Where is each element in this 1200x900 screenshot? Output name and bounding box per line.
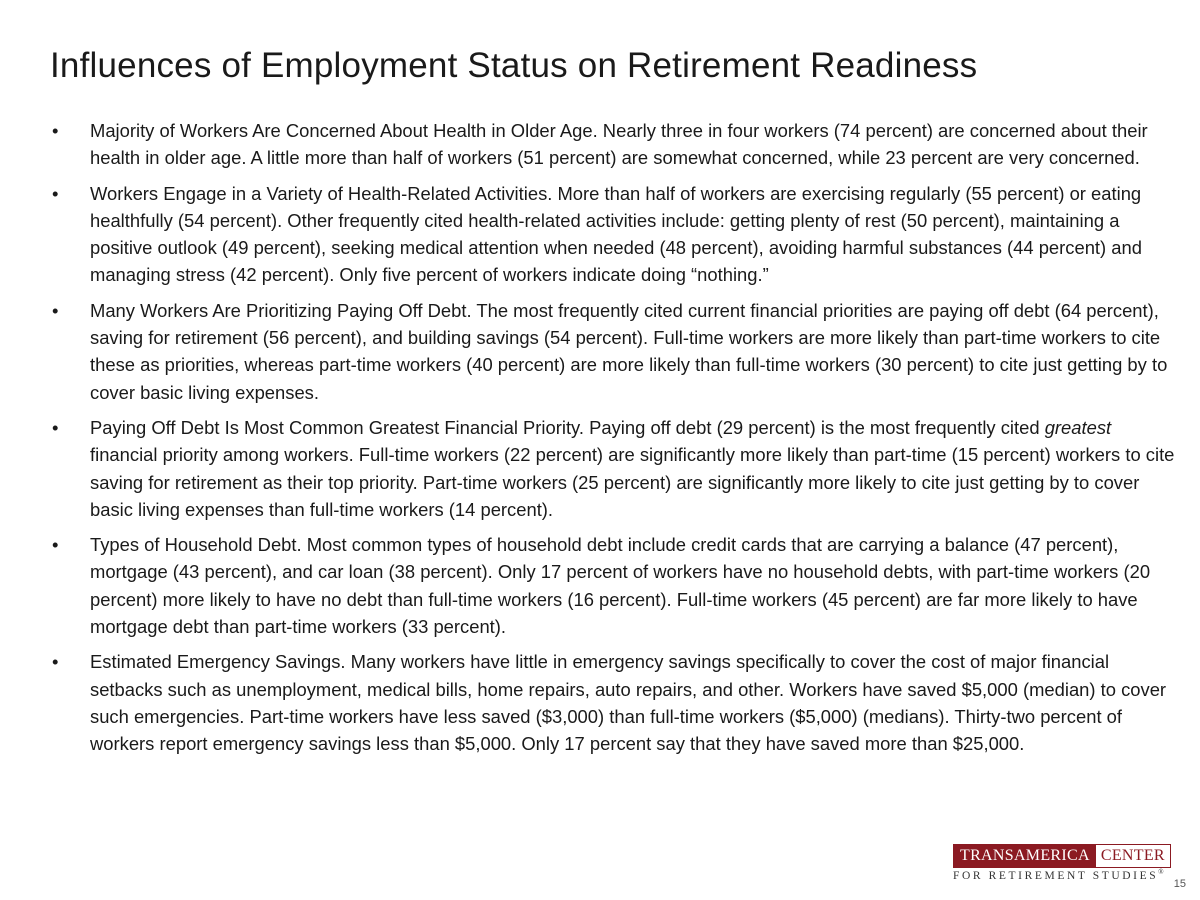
bullet-text-before: Paying Off Debt Is Most Common Greatest Financial Priority. Paying off debt (29 percent) is the most frequently cited	[90, 416, 1045, 438]
bullet-health-activities	[50, 180, 1175, 289]
bullet-health-concern	[50, 117, 1175, 172]
bullet-marker: •	[52, 182, 59, 204]
bullet-text: Many Workers Are Prioritizing Paying Off Debt. The most frequently cited current financial priorities are paying off debt (64 percent), saving for retirement (56 percent), and building savings (54 percent). Full-time workers are more likely than part-time workers to cite these as priorities, whereas part-time workers (40 percent) are more likely than full-time workers (30 percent) to cite just getting by to cover basic living expenses.	[90, 299, 1168, 403]
logo-tagline-text: FOR RETIREMENT STUDIES	[953, 869, 1159, 882]
bullet-text: Majority of Workers Are Concerned About Health in Older Age. Nearly three in four workers (74 percent) are concerned about their health in older age. A little more than half of workers (51 percent) are somewhat concerned, while 23 percent are very concerned.	[90, 120, 1148, 169]
bullet-text-emphasis: greatest	[1044, 416, 1112, 438]
bullet-list	[50, 117, 1175, 766]
bullet-marker: •	[52, 120, 59, 141]
logo-tagline	[953, 868, 1164, 882]
bullet-text-after: financial priority among workers. Full-time workers (22 percent) are significantly more likely than part-time (15 percent) workers to cite saving for retirement as their top priority. Part-time workers (25 percent) are significantly more likely to cite just getting by to cover basic living expenses than full-time workers (14 percent).	[90, 444, 1175, 520]
bullet-emergency-savings	[50, 648, 1175, 757]
page-title: Influences of Employment Status on Retirement Readiness	[50, 46, 978, 85]
logo-wordmark-right: CENTER	[1096, 845, 1170, 867]
bullet-marker: •	[52, 651, 59, 673]
bullet-text: Types of Household Debt. Most common types of household debt include credit cards that are carrying a balance (47 percent), mortgage (43 percent), and car loan (38 percent). Only 17 percent of workers have no household debts, with part-time workers (20 percent) more likely to have no debt than full-time workers (16 percent). Full-time workers (45 percent) are far more likely to have mortgage debt than part-time workers (33 percent).	[90, 534, 1151, 638]
bullet-marker: •	[52, 534, 59, 556]
bullet-marker: •	[52, 299, 59, 321]
bullet-household-debt	[50, 531, 1175, 640]
logo-wordmark	[953, 844, 1171, 868]
registered-mark: ®	[1158, 868, 1164, 876]
bullet-greatest-priority	[50, 414, 1175, 523]
bullet-paying-off-debt	[50, 297, 1175, 406]
logo-wordmark-left: TRANSAMERICA	[954, 845, 1096, 867]
bullet-text: Estimated Emergency Savings. Many workers have little in emergency savings specifically to cover the cost of major financial setbacks such as unemployment, medical bills, home repairs, auto repairs, and other. Workers have saved $5,000 (median) to cover such emergencies. Part-time workers have less saved ($3,000) than full-time workers ($5,000) (medians). Thirty-two percent of workers report emergency savings less than $5,000. Only 17 percent say that they have saved more than $25,000.	[90, 651, 1167, 755]
transamerica-center-logo	[949, 842, 1169, 888]
page-number: 15	[1173, 878, 1186, 890]
bullet-marker: •	[52, 416, 59, 438]
bullet-text: Workers Engage in a Variety of Health-Related Activities. More than half of workers are exercising regularly (55 percent) or eating healthfully (54 percent). Other frequently cited health-related activities include: getting plenty of rest (50 percent), maintaining a positive outlook (49 percent), seeking medical attention when needed (48 percent), avoiding harmful substances (44 percent) and managing stress (42 percent). Only five percent of workers indicate doing “nothing.”	[90, 182, 1142, 286]
